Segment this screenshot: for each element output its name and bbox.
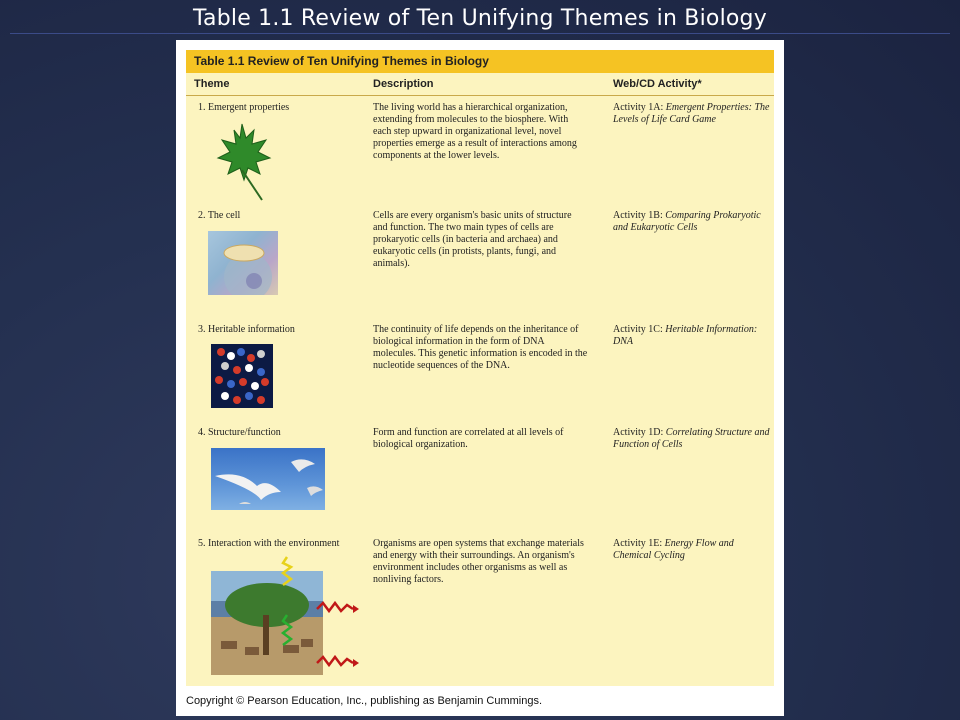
row-description: Cells are every organism's basic units of structure and function. The two main types of cells are prokaryotic cells (in bacteria and archaea) and eukaryotic cells (in protists, plants, fungi, and animals). xyxy=(373,210,572,269)
dna-model-image xyxy=(211,344,273,408)
activity-prefix: Activity 1B: xyxy=(613,210,666,221)
activity-prefix: Activity 1E: xyxy=(613,538,665,549)
header-activity: Web/CD Activity* xyxy=(613,78,702,90)
activity-prefix: Activity 1A: xyxy=(613,102,666,113)
table-area xyxy=(186,50,774,686)
seagulls-image xyxy=(211,448,325,510)
row-description: Form and function are correlated at all levels of biological organization. xyxy=(373,427,564,450)
row-theme: 2. The cell xyxy=(198,210,241,221)
cell-image xyxy=(208,231,278,295)
row-theme: 3. Heritable information xyxy=(198,324,295,335)
row-description: The living world has a hierarchical organization, extending from molecules to the biosphere. With each step upward in organizational level, novel properties emerge as a result of interactions among components at the lower levels. xyxy=(373,102,577,161)
activity-prefix: Activity 1D: xyxy=(613,427,666,438)
activity-title: Emergent Properties: The Levels of Life Card Game xyxy=(613,102,770,125)
row-description: Organisms are open systems that exchange materials and energy with their surroundings. An organism's environment includes other organisms as well as nonliving factors. xyxy=(373,538,584,585)
copyright-notice: Copyright © Pearson Education, Inc., publishing as Benjamin Cummings. xyxy=(186,695,543,707)
savanna-image xyxy=(211,555,361,675)
header-theme: Theme xyxy=(194,78,230,90)
row-activity xyxy=(613,102,773,126)
row-description: The continuity of life depends on the inheritance of biological information in the form of DNA molecules. This genetic information is encoded in the nucleotide sequences of the DNA. xyxy=(373,324,588,371)
slide-title: Table 1.1 Review of Ten Unifying Themes in Biology xyxy=(193,6,767,31)
row-theme: 4. Structure/function xyxy=(198,427,281,438)
row-theme: 5. Interaction with the environment xyxy=(198,538,340,549)
activity-title: Comparing Prokaryotic and Eukaryotic Cells xyxy=(613,210,761,233)
row-activity xyxy=(613,538,773,562)
row-activity xyxy=(613,427,773,451)
caption-bar xyxy=(186,50,774,73)
table-figure xyxy=(176,40,784,716)
activity-title: Correlating Structure and Function of Cells xyxy=(613,427,770,450)
activity-prefix: Activity 1C: xyxy=(613,324,666,335)
table-caption: Table 1.1 Review of Ten Unifying Themes in Biology xyxy=(194,54,489,68)
header-description: Description xyxy=(373,78,434,90)
header-row xyxy=(186,73,774,96)
activity-title: Heritable Information: DNA xyxy=(613,324,758,347)
title-divider xyxy=(10,33,950,34)
row-activity xyxy=(613,324,773,348)
row-theme: 1. Emergent properties xyxy=(198,102,290,113)
activity-title: Energy Flow and Chemical Cycling xyxy=(613,538,734,561)
row-activity xyxy=(613,210,773,234)
maple-leaf-image xyxy=(212,120,272,202)
